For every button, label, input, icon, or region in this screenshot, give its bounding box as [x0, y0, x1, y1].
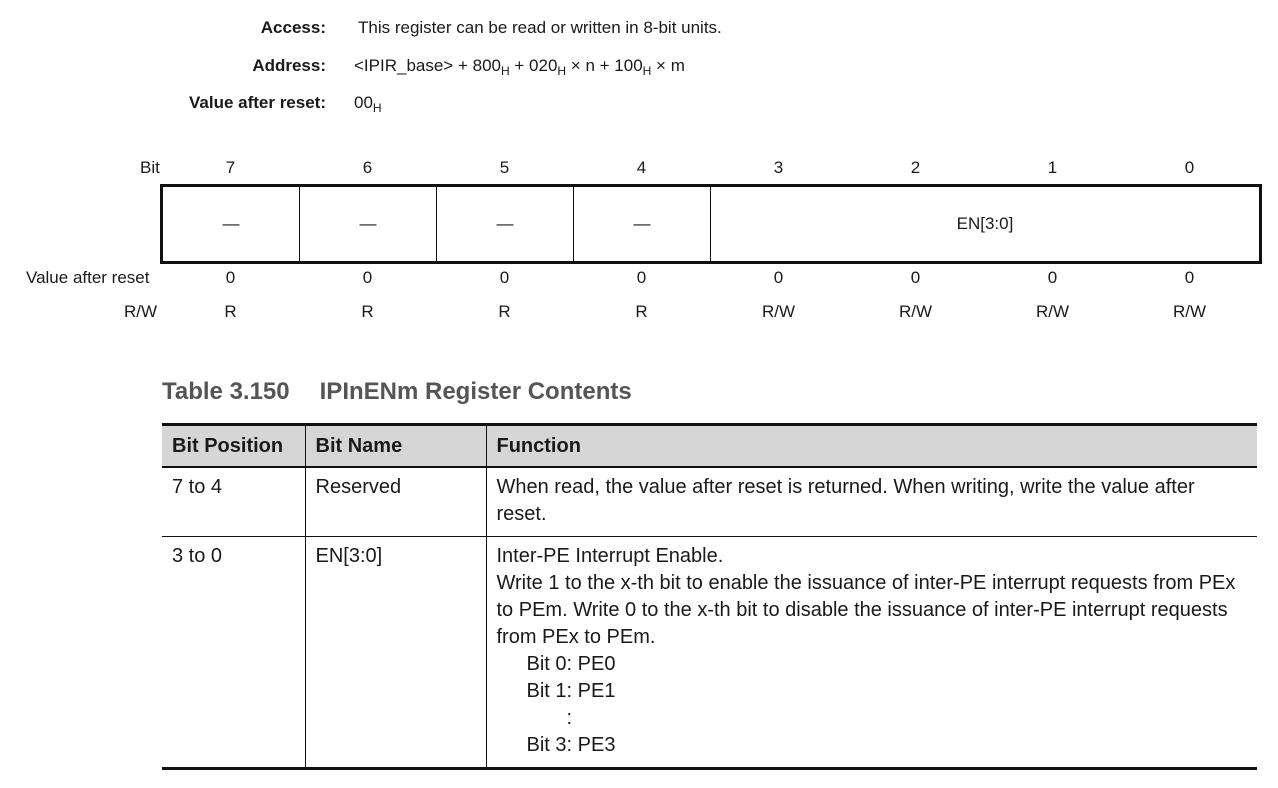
bit-row-label: Bit: [140, 158, 160, 177]
bit-number: 2: [910, 158, 921, 177]
rw-bit-value: R/W: [761, 302, 796, 321]
reset-value: $00_H$: [354, 93, 382, 115]
function-bit-item: Bit 1: PE1: [526, 680, 616, 702]
register-contents-table: [162, 423, 1257, 770]
register-field-reserved: —: [574, 187, 711, 261]
function-bit-item: Bit 0: PE0: [526, 653, 616, 675]
rw-bit-value: R: [635, 302, 648, 321]
access-label: Access:: [260, 18, 326, 37]
cell-function: [486, 537, 1257, 769]
cell-bit-position: 7 to 4: [162, 467, 305, 537]
column-header-bit-name: Bit Name: [305, 425, 486, 468]
cell-bit-position: 3 to 0: [162, 537, 305, 769]
reset-label: Value after reset:: [188, 93, 326, 112]
reset-bit-value: 0: [910, 268, 921, 287]
table-number: Table 3.150: [162, 378, 290, 405]
rw-bit-value: R/W: [898, 302, 933, 321]
function-text: When read, the value after reset is returned. When writing, write the value after reset.: [496, 476, 1195, 525]
reset-bit-value: 0: [1047, 268, 1058, 287]
table-header-row: [162, 425, 1257, 468]
bit-number: 6: [362, 158, 373, 177]
rw-bit-value: R: [498, 302, 511, 321]
address-label: Address:: [252, 56, 326, 75]
rw-row-label: R/W: [124, 302, 158, 321]
bit-number: 3: [773, 158, 784, 177]
register-field-en: EN[3:0]: [956, 214, 1014, 233]
function-text: Write 1 to the x-th bit to enable the issuance of inter-PE interrupt requests from PEx to PEm. Write 0 to the x-th bit to disable the issuance of inter-PE interrupt requests from PEx to PEm.: [496, 572, 1236, 648]
register-field-reserved: —: [163, 187, 300, 261]
bit-number: 1: [1047, 158, 1058, 177]
access-value: This register can be read or written in 8-bit units.: [358, 18, 722, 37]
register-field-reserved: —: [300, 187, 437, 261]
reset-bit-value: 0: [773, 268, 784, 287]
reset-bit-value: 0: [225, 268, 236, 287]
reset-bit-value: 0: [1184, 268, 1195, 287]
column-header-function: Function: [486, 425, 1257, 468]
reset-row-label: Value after reset: [26, 268, 150, 287]
function-bit-item: Bit 3: PE3: [526, 734, 616, 756]
table-title: IPInENm Register Contents: [319, 378, 632, 405]
rw-bit-value: R/W: [1172, 302, 1207, 321]
bit-number: 5: [499, 158, 510, 177]
table-row: [162, 467, 1257, 537]
reset-bit-value: 0: [362, 268, 373, 287]
bit-number: 7: [225, 158, 236, 177]
function-ellipsis: :: [566, 707, 573, 729]
cell-bit-name: Reserved: [305, 467, 486, 537]
table-row: [162, 537, 1257, 769]
bit-number: 0: [1184, 158, 1195, 177]
reset-bit-value: 0: [636, 268, 647, 287]
column-header-bit-position: Bit Position: [162, 425, 305, 468]
reset-bit-value: 0: [499, 268, 510, 287]
cell-function: [486, 467, 1257, 537]
rw-bit-value: R/W: [1035, 302, 1070, 321]
function-text: Inter-PE Interrupt Enable.: [496, 545, 724, 567]
rw-bit-value: R: [361, 302, 374, 321]
rw-bit-value: R: [224, 302, 237, 321]
address-value: <IPIR_base> + $800_H + 020_H \times n + 100_H \times m$: [354, 56, 685, 78]
register-diagram: [160, 184, 1262, 264]
cell-bit-name: EN[3:0]: [305, 537, 486, 769]
register-field-reserved: —: [437, 187, 574, 261]
table-caption: [162, 378, 632, 406]
bit-number: 4: [636, 158, 647, 177]
